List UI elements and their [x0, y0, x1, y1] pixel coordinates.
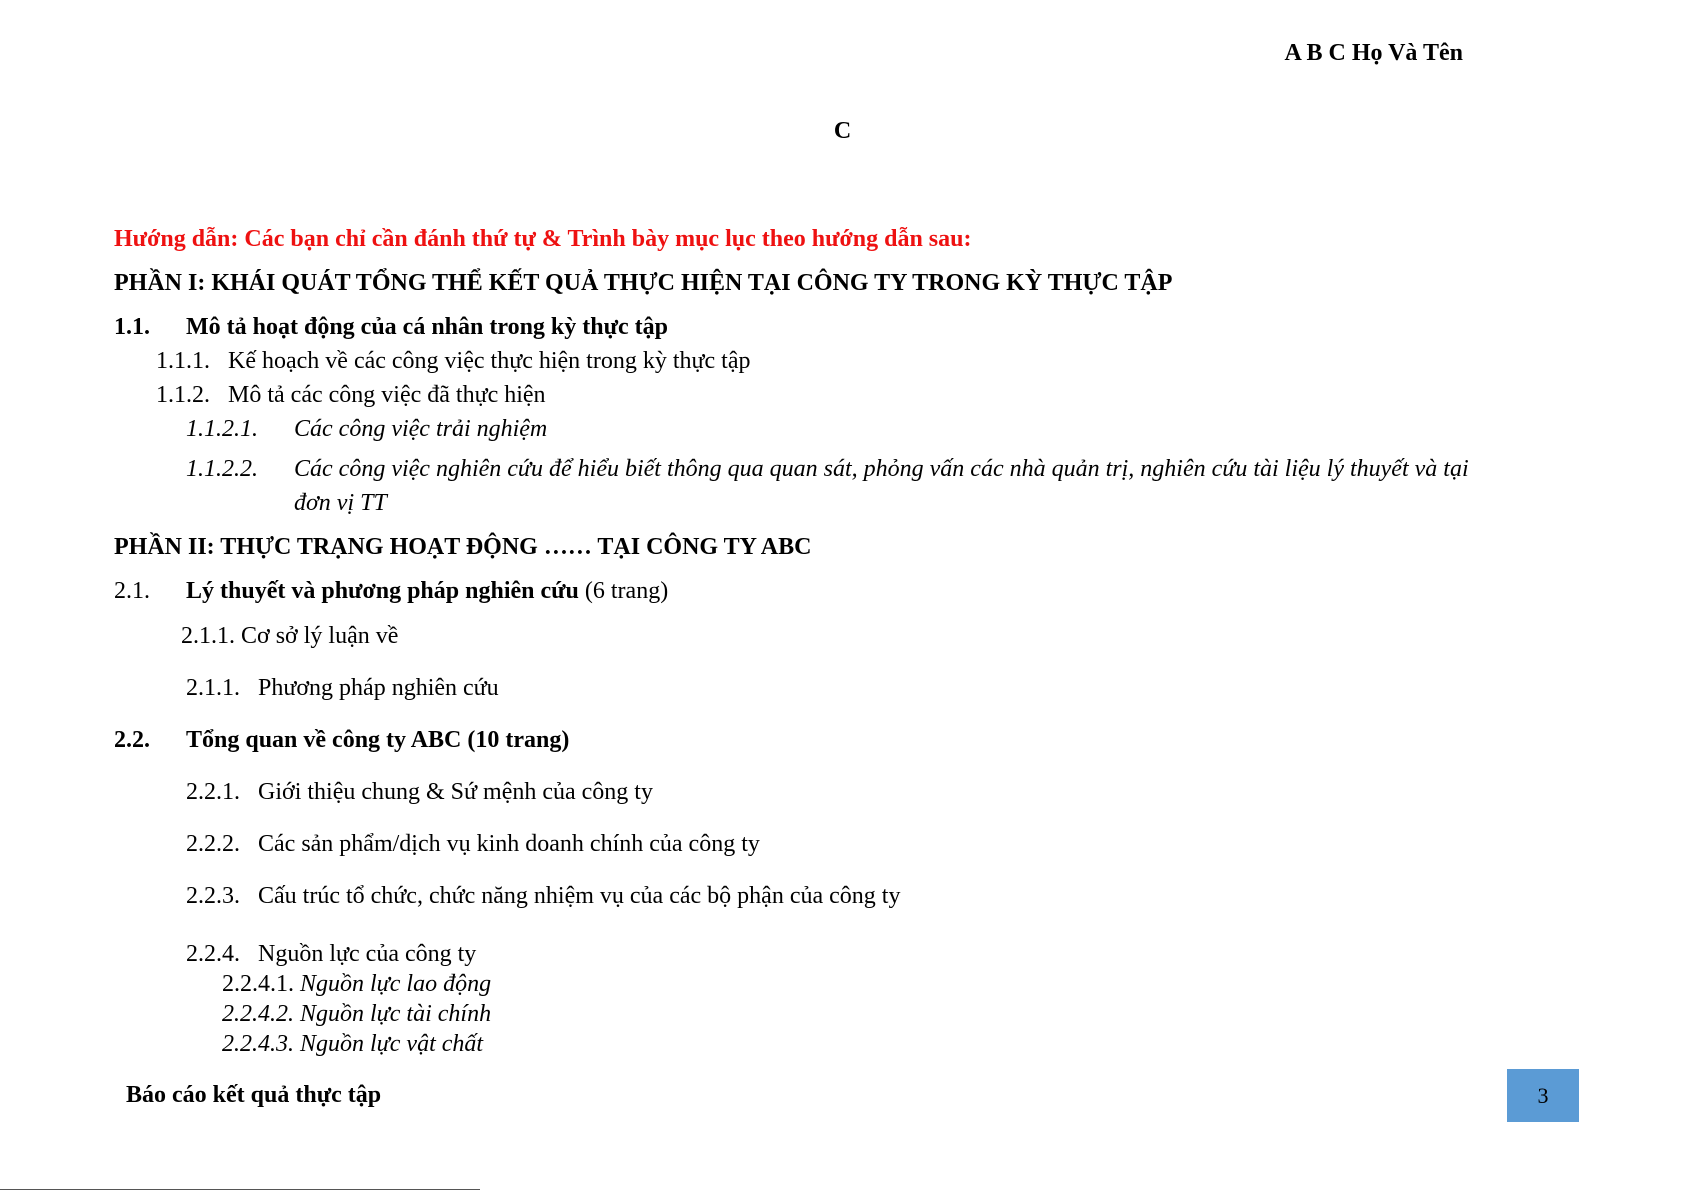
section-1-1-1 [156, 348, 750, 375]
section-number: 2.1. [114, 578, 150, 604]
section-number: 1.1.2.1. [186, 416, 258, 442]
section-2-1 [114, 578, 668, 605]
header-author: A B C Họ Và Tên [1284, 40, 1463, 66]
section-number: 2.2.4.1. [222, 971, 294, 997]
section-text: Mô tả hoạt động của cá nhân trong kỳ thực tập [186, 314, 669, 340]
section-2-2-4 [186, 941, 476, 968]
section-2-2-4-1 [222, 971, 491, 998]
section-1-1 [114, 314, 668, 341]
section-number: 2.2.4.2. [222, 1001, 294, 1027]
instruction-note: Hướng dẫn: Các bạn chỉ cần đánh thứ tự & Trình bày mục lục theo hướng dẫn sau: [114, 226, 972, 252]
section-number: 1.1.2.2. [186, 456, 258, 482]
section-number: 2.2.1. [186, 779, 240, 805]
section-text: Cấu trúc tổ chức, chức năng nhiệm vụ của các bộ phận của công ty [258, 883, 901, 909]
page-number: 3 [1537, 1082, 1549, 1108]
section-number: 2.2. [114, 727, 150, 753]
page-number-box [1507, 1069, 1579, 1122]
section-1-1-2 [156, 382, 546, 409]
section-1-1-2-1 [186, 416, 547, 443]
footer-label: Báo cáo kết quả thực tập [126, 1082, 382, 1108]
section-note: (6 trang) [578, 578, 669, 604]
section-2-2-2 [186, 831, 760, 858]
section-2-2-3 [186, 883, 900, 910]
section-text: Các công việc nghiên cứu để hiểu biết thông qua quan sát, phỏng vấn các nhà quản trị, nghiên cứu tài liệu lý thuyết và tại [294, 456, 1469, 482]
section-1-1-2-2 [186, 452, 1566, 520]
bottom-divider [0, 1189, 480, 1190]
section-text: Các công việc trải nghiệm [294, 416, 548, 442]
section-2-1-1-a: 2.1.1. Cơ sở lý luận về [181, 623, 399, 649]
section-2-1-1-b [186, 675, 499, 702]
section-text: Nguồn lực vật chất [300, 1031, 484, 1057]
section-number: 1.1. [114, 314, 150, 340]
section-number: 2.2.3. [186, 883, 240, 909]
section-number: 2.2.2. [186, 831, 240, 857]
part-2-title: PHẦN II: THỰC TRẠNG HOẠT ĐỘNG …… TẠI CÔNG TY ABC [114, 534, 812, 560]
section-2-2-4-3 [222, 1031, 483, 1058]
section-text: Tổng quan về công ty ABC (10 trang) [186, 727, 570, 753]
section-text-continued: đơn vị TT [294, 490, 387, 516]
section-text: Mô tả các công việc đã thực hiện [228, 382, 546, 408]
section-text: Nguồn lực lao động [300, 971, 492, 997]
section-text: Lý thuyết và phương pháp nghiên cứu [186, 578, 579, 604]
section-2-2-1 [186, 779, 653, 806]
section-number: 2.2.4.3. [222, 1031, 294, 1057]
part-1-title: PHẦN I: KHÁI QUÁT TỔNG THỂ KẾT QUẢ THỰC HIỆN TẠI CÔNG TY TRONG KỲ THỰC TẬP [114, 270, 1173, 296]
section-number: 1.1.2. [156, 382, 210, 408]
page-center-title: C [833, 118, 852, 144]
section-text: Kế hoạch về các công việc thực hiện trong kỳ thực tập [228, 348, 751, 374]
section-text: Giới thiệu chung & Sứ mệnh của công ty [258, 779, 653, 805]
section-2-2 [114, 727, 569, 754]
section-number: 2.1.1. [186, 675, 240, 701]
section-text: Nguồn lực của công ty [258, 941, 477, 967]
section-text: Phương pháp nghiên cứu [258, 675, 499, 701]
section-text: Nguồn lực tài chính [300, 1001, 492, 1027]
section-number: 2.2.4. [186, 941, 240, 967]
section-2-2-4-2 [222, 1001, 491, 1028]
section-number: 1.1.1. [156, 348, 210, 374]
section-text: Các sản phẩm/dịch vụ kinh doanh chính của công ty [258, 831, 760, 857]
